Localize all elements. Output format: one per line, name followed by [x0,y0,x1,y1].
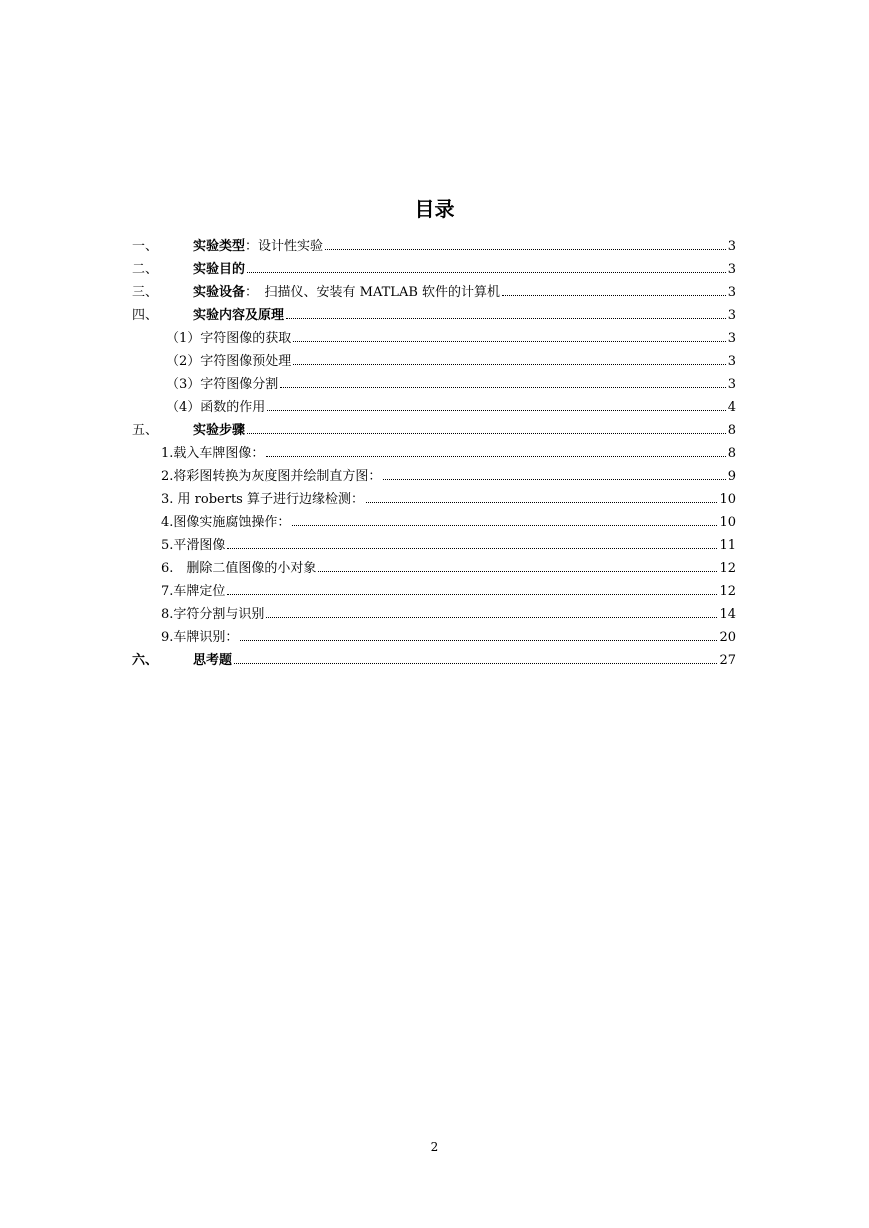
toc-dot-leader [247,432,726,434]
toc-dot-leader [286,317,726,319]
toc-dot-leader [293,340,725,342]
toc-page-number: 10 [719,492,736,507]
page-title: 目录 [414,197,455,221]
toc-row[interactable] [0,463,869,486]
toc-page-number: 3 [727,331,736,346]
toc-label: （3）字符图像分割 [166,377,279,392]
toc-dot-leader [266,616,717,618]
toc-row[interactable] [0,578,869,601]
toc-dot-leader [267,409,725,411]
toc-page-number: 12 [719,584,736,599]
toc-row[interactable] [0,486,869,509]
toc-dot-leader [280,386,725,388]
toc-page-number: 3 [727,354,736,369]
toc-row[interactable] [0,233,869,256]
toc-row[interactable] [0,256,869,279]
toc-row[interactable] [0,440,869,463]
toc-dot-leader [502,294,726,296]
toc-page-number: 27 [719,653,736,668]
toc-row[interactable] [0,532,869,555]
toc-row[interactable] [0,325,869,348]
toc-page-number: 12 [719,561,736,576]
toc-dot-leader [247,271,726,273]
toc-page-number: 9 [727,469,736,484]
toc-label: ：设计性实验 [245,239,324,254]
toc-page-number: 10 [719,515,736,530]
toc-page-number: 8 [727,446,736,461]
toc-heading: 实验目的 [193,262,246,277]
toc-page-number: 3 [727,239,736,254]
toc-heading: 实验设备 [193,285,246,300]
toc-page-number: 11 [719,538,736,553]
toc-label: 7.车牌定位 [161,584,226,599]
toc-row[interactable] [0,302,869,325]
toc-dot-leader [266,455,725,457]
toc-dot-leader [366,501,717,503]
toc-dot-leader [227,593,717,595]
toc-dot-leader [292,524,717,526]
toc-label: ： 扫描仪、安装有 MATLAB 软件的计算机 [245,285,501,300]
toc-heading: 实验类型 [193,239,246,254]
toc-dot-leader [240,639,717,641]
toc-label: 3. 用 roberts 算子进行边缘检测： [161,492,364,507]
toc-row[interactable] [0,601,869,624]
toc-label: 1.载入车牌图像： [161,446,265,461]
toc-heading: 实验步骤 [193,423,246,438]
toc-label: 2.将彩图转换为灰度图并绘制直方图： [161,469,382,484]
toc-label: 5.平滑图像 [161,538,226,553]
toc-heading: 思考题 [193,653,233,668]
toc-row[interactable] [0,371,869,394]
toc-page-number: 8 [727,423,736,438]
toc-page-number: 3 [727,377,736,392]
toc-row[interactable] [0,509,869,532]
toc-label: （4）函数的作用 [166,400,266,415]
toc-label: 4.图像实施腐蚀操作： [161,515,291,530]
toc-page-number: 3 [727,262,736,277]
toc-row[interactable] [0,624,869,647]
toc-section-number: 五、 [132,423,159,438]
toc-section-number: 六、 [132,653,159,668]
toc-row[interactable] [0,279,869,302]
toc-section-number: 四、 [132,308,159,323]
toc-label: 6. 删除二值图像的小对象 [161,561,317,576]
toc-page-number: 4 [727,400,736,415]
toc-dot-leader [234,662,717,664]
toc-row[interactable] [0,647,869,670]
toc-row[interactable] [0,348,869,371]
toc-section-number: 三、 [132,285,159,300]
toc-page-number: 14 [719,607,736,622]
toc-row[interactable] [0,555,869,578]
toc-row[interactable] [0,417,869,440]
toc-label: （2）字符图像预处理 [166,354,292,369]
toc-dot-leader [227,547,717,549]
toc-dot-leader [325,248,726,250]
toc-section-number: 二、 [132,262,159,277]
toc-heading: 实验内容及原理 [193,308,285,323]
toc-row[interactable] [0,394,869,417]
toc-dot-leader [293,363,725,365]
toc-dot-leader [383,478,725,480]
toc-dot-leader [318,570,717,572]
toc-page-number: 20 [719,630,736,645]
toc-page-number: 3 [727,308,736,323]
page-number: 2 [430,1140,439,1154]
toc-section-number: 一、 [132,239,159,254]
toc-page-number: 3 [727,285,736,300]
toc-label: （1）字符图像的获取 [166,331,292,346]
toc-label: 9.车牌识别： [161,630,239,645]
toc-label: 8.字符分割与识别 [161,607,265,622]
